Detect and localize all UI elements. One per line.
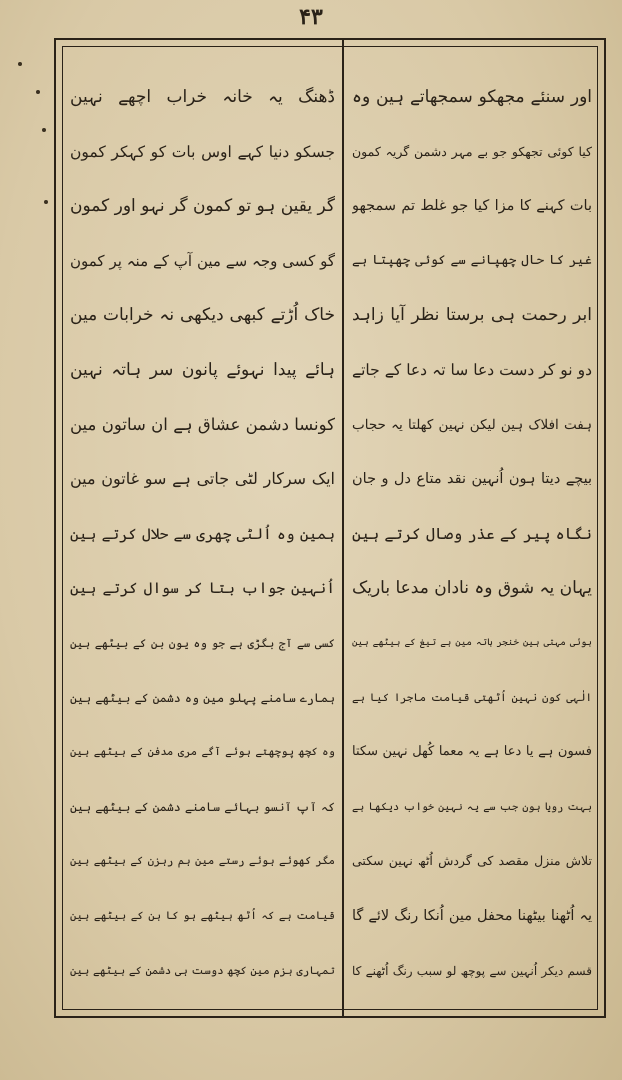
verse-line: بیچے دیتا ہون اُنہین نقد متاع دل و جان: [352, 471, 592, 488]
verse-line: وہ کچھ پوچھتے ہوئے آگے مری مدفن کے بیٹھے ہین: [70, 745, 335, 759]
verse-line: نگاہ پیر کے عذر وصال کرتے ہین: [352, 524, 592, 543]
verse-line: یہان یہ شوق وہ نادان مدعا باریک: [352, 578, 592, 599]
verse-line: ہفت افلاک ہین لیکن نہین کھلتا یہ حجاب: [352, 416, 592, 433]
verse-line: تمہاری بزم مین کچھ دوست ہی دشمن کے بیٹھے ہین: [70, 963, 335, 977]
left-column: [70, 70, 335, 998]
margin-dot: [44, 200, 48, 204]
verse-line: ہمارے سامنے پہلو مین وہ دشمن کے بیٹھے ہین: [70, 690, 335, 705]
verse-line: غیر کا حال چھپانے سے کوئی چھپتا ہے: [352, 252, 592, 268]
verse-line: مگر کھوئے ہوئے رستے مین ہم رہزن کے بیٹھے ہین: [70, 854, 335, 868]
margin-dot: [36, 90, 40, 94]
verse-line: ہمین وہ اُلٹی چھری سے حلال کرتے ہین: [70, 524, 335, 543]
verse-line: کسی سے آج بگڑی ہے جو وہ یون بن کے بیٹھے ہین: [70, 635, 335, 650]
verse-line: تلاش منزل مقصد کی گردش اُٹھ نہین سکتی: [352, 853, 592, 869]
verse-line: کہ آپ آنسو بہائے سامنے دشمن کے بیٹھے ہین: [70, 799, 335, 814]
verse-line: کونسا دشمن عشاق ہے ان ساتون مین: [70, 414, 335, 434]
page-number: ۴۳: [299, 4, 323, 30]
verse-line: ہائے پیدا نہوئے پانون سر ہاتہ نہین: [70, 359, 335, 380]
verse-line: بہت رویا ہون جب سے یہ نہین خواب دیکھا ہے: [352, 800, 592, 813]
verse-line: فسون ہے یا دعا ہے یہ معما کُھل نہین سکتا: [352, 744, 592, 760]
verse-line: گو کسی وجہ سے مین آپ کے منہ پر کمون: [70, 251, 335, 270]
verse-line: قسم دیکر اُنہین سے پوچھ لو سبب رنگ اُٹھنے کا: [352, 963, 592, 978]
verse-line: کیا کوئی تجھکو جو بے مہر دشمن گریہ کمون: [352, 143, 592, 159]
verse-line: اُنہین جواب بتا کر سوال کرتے ہین: [70, 579, 335, 598]
verse-line: دو نو کر دست دعا سا تہ دعا کے جاتے: [352, 360, 592, 379]
verse-line: گر یقین ہو تو کمون گر نہو اور کمون: [70, 196, 335, 217]
verse-line: الٰہی کون نہین اُٹھتی قیامت ماجرا کیا ہے: [352, 690, 592, 704]
margin-dot: [42, 128, 46, 132]
column-divider: [342, 40, 344, 1016]
verse-line: ایک سرکار لٹی جاتی ہے سو غاتون مین: [70, 469, 335, 489]
verse-line: قیامت ہے کہ اُٹھ بیٹھے ہو کا بن کے بیٹھے ہین: [70, 908, 335, 922]
verse-line: بات کہنے کا مزا کیا جو غلط تم سمجھو: [352, 198, 592, 215]
verse-line: ابر رحمت ہی برستا نظر آیا زاہد: [352, 305, 592, 326]
right-column: [352, 70, 592, 998]
verse-line: جسکو دنیا کہے اوس بات کو کہکر کمون: [70, 142, 335, 161]
verse-line: یہ اُٹھنا بیٹھنا محفل مین اُنکا رنگ لائے گا: [352, 907, 592, 924]
verse-line: خاک اُڑتے کبھی دیکھی نہ خرابات مین: [70, 305, 335, 326]
margin-dot: [18, 62, 22, 66]
verse-line: ہوئی مہتی ہین خنجر ہاتہ مین ہے تیغ کے بیٹھے ہین: [352, 636, 592, 648]
verse-line: ڈھنگ یہ خانہ خراب اچھے نہین: [70, 87, 335, 107]
verse-line: اور سنئے مجھکو سمجھاتے ہین وہ: [352, 87, 592, 107]
